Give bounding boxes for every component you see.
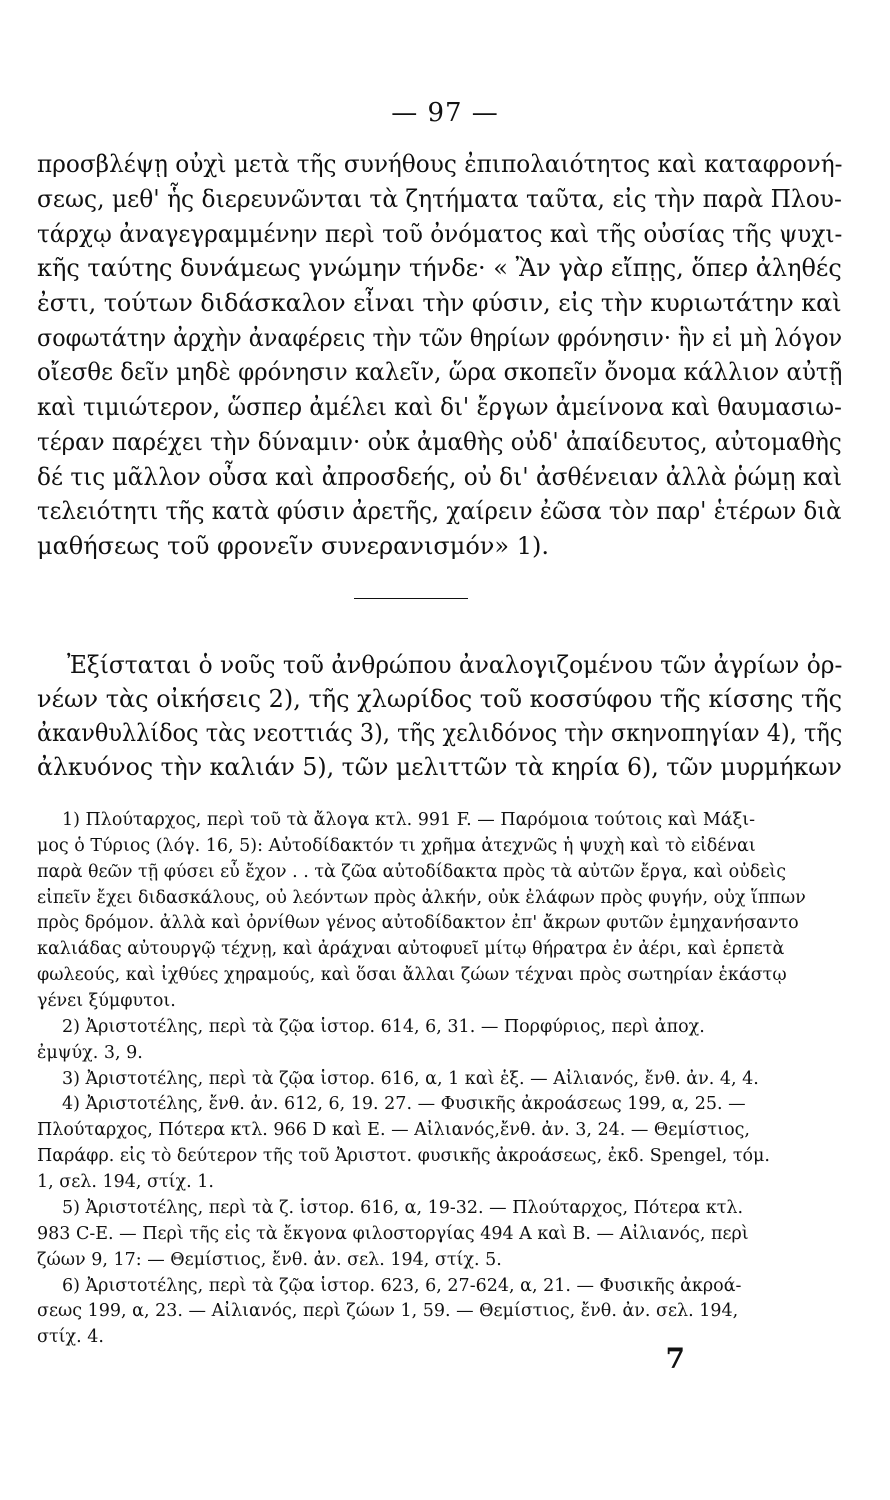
footnote-line: στίχ. 4. [37,1327,104,1347]
text-line: σοφωτάτην ἀρχὴν ἀναφέρεις τὴν τῶν θηρίων φρόνησιν· ἣν εἰ μὴ λόγον [37,324,843,352]
footnote-line: φωλεούς, καὶ ἰχθύες χηραμούς, καὶ ὅσαι ἄλλαι ζώων τέχναι πρὸς σωτηρίαν ἑκάστῳ [37,965,787,985]
text-line: Ἐξίσταται ὁ νοῦς τοῦ ἀνθρώπου ἀναλογιζομένου τῶν ἀγρίων ὀρ- [67,651,843,679]
text-line: οἴεσθε δεῖν μηδὲ φρόνησιν καλεῖν, ὥρα σκοπεῖν ὄνομα κάλλιον αὐτῇ [37,358,843,386]
text-line: δέ τις μᾶλλον οὖσα καὶ ἀπροσδεής, οὐ δι' ἀσθένειαν ἀλλὰ ῥώμῃ καὶ [37,463,843,491]
footnote-line: ἐμψύχ. 3, 9. [37,1043,143,1063]
footnote-line: Πλούταρχος, Πότερα κτλ. 966 D καὶ E. — Αἰλιανός,ἔνθ. ἀν. 3, 24. — Θεμίστιος, [37,1120,750,1140]
footnote-line: γένει ξύμφυτοι. [37,991,176,1011]
signature-mark: 7 [665,1342,685,1375]
footnote-line: 1) Πλούταρχος, περὶ τοῦ τὰ ἄλογα κτλ. 991 F. — Παρόμοια τούτοις καὶ Μάξι- [62,810,756,830]
text-line: προσβλέψῃ οὐχὶ μετὰ τῆς συνήθους ἐπιπολαιότητος καὶ καταφρονή- [37,150,843,178]
section-divider [354,598,468,599]
text-line: τέραν παρέχει τὴν δύναμιν· οὐκ ἀμαθὴς οὐδ' ἀπαίδευτος, αὐτομαθὴς [37,428,842,456]
footnote-line: 5) Ἀριστοτέλης, περὶ τὰ ζ. ἱστορ. 616, α, 19-32. — Πλούταρχος, Πότερα κτλ. [62,1198,744,1218]
footnote-line: 6) Ἀριστοτέλης, περὶ τὰ ζῷα ἱστορ. 623, 6, 27-624, α, 21. — Φυσικῆς ἀκροά- [62,1276,742,1296]
footnote-line: εἰπεῖν ἔχει διδασκάλους, οὐ λεόντων πρὸς ἀλκήν, οὐκ ἐλάφων πρὸς φυγήν, οὐχ ἵππων [37,888,806,908]
text-line: ἀλκυόνος τὴν καλιάν 5), τῶν μελιττῶν τὰ κηρία 6), τῶν μυρμήκων [37,753,842,781]
footnote-line: Παράφρ. εἰς τὸ δεύτερον τῆς τοῦ Ἀριστοτ. φυσικῆς ἀκροάσεως, ἐκδ. Spengel, τόμ. [37,1146,770,1166]
page-number: — 97 — [391,98,499,128]
text-line: ἀκανθυλλίδος τὰς νεοττιάς 3), τῆς χελιδόνος τὴν σκηνοπηγίαν 4), τῆς [37,719,843,747]
text-line: μαθήσεως τοῦ φρονεῖν συνερανισμόν» 1). [37,532,549,560]
footnote-line: 983 C-E. — Περὶ τῆς εἰς τὰ ἔκγονα φιλοστοργίας 494 A καὶ B. — Αἰλιανός, περὶ [37,1224,749,1244]
text-line: καὶ τιμιώτερον, ὥσπερ ἀμέλει καὶ δι' ἔργων ἀμείνονα καὶ θαυμασιω- [37,393,842,421]
footnote-line: μος ὁ Τύριος (λόγ. 16, 5): Αὐτοδίδακτόν τι χρῆμα ἀτεχνῶς ἡ ψυχὴ καὶ τὸ εἰδέναι [37,836,756,856]
text-line: ἐστι, τούτων διδάσκαλον εἶναι τὴν φύσιν, εἰς τὴν κυριωτάτην καὶ [37,289,842,317]
text-line: σεως, μεθ' ἧς διερευνῶνται τὰ ζητήματα ταῦτα, εἰς τὴν παρὰ Πλου- [37,185,842,213]
footnote-line: παρὰ θεῶν τῇ φύσει εὖ ἔχον . . τὰ ζῶα αὐτοδίδακτα πρὸς τὰ αὐτῶν ἔργα, καὶ οὐδεὶς [37,862,787,882]
text-line: τάρχῳ ἀναγεγραμμένην περὶ τοῦ ὀνόματος καὶ τῆς οὐσίας τῆς ψυχι- [37,220,843,248]
text-line: τελειότητι τῆς κατὰ φύσιν ἀρετῆς, χαίρειν ἐῶσα τὸν παρ' ἑτέρων διὰ [37,497,842,525]
footnote-line: ζώων 9, 17: — Θεμίστιος, ἔνθ. ἀν. σελ. 194, στίχ. 5. [37,1250,502,1270]
footnote-line: σεως 199, α, 23. — Αἰλιανός, περὶ ζώων 1, 59. — Θεμίστιος, ἔνθ. ἀν. σελ. 194, [37,1301,739,1321]
text-line: κῆς ταύτης δυνάμεως γνώμην τήνδε· « Ἂν γὰρ εἴπῃς, ὅπερ ἀληθές [37,254,842,282]
footnote-line: 3) Ἀριστοτέλης, περὶ τὰ ζῷα ἱστορ. 616, α, 1 καὶ ἑξ. — Αἰλιανός, ἔνθ. ἀν. 4, 4. [62,1069,759,1089]
footnote-line: πρὸς δρόμον. ἀλλὰ καὶ ὀρνίθων γένος αὐτοδίδακτον ἐπ' ἄκρων φυτῶν ἐμηχανήσαντο [37,913,799,933]
footnote-line: 1, σελ. 194, στίχ. 1. [37,1172,214,1192]
text-line: νέων τὰς οἰκήσεις 2), τῆς χλωρίδος τοῦ κοσσύφου τῆς κίσσης τῆς [37,685,843,713]
footnote-line: 4) Ἀριστοτέλης, ἔνθ. ἀν. 612, 6, 19. 27. — Φυσικῆς ἀκροάσεως 199, α, 25. — [62,1094,746,1114]
footnote-line: 2) Ἀριστοτέλης, περὶ τὰ ζῷα ἱστορ. 614, 6, 31. — Πορφύριος, περὶ ἀποχ. [62,1017,705,1037]
footnote-line: καλιάδας αὐτουργῷ τέχνῃ, καὶ ἀράχναι αὐτοφυεῖ μίτῳ θήρατρα ἐν ἀέρι, καὶ ἑρπετὰ [37,939,785,959]
